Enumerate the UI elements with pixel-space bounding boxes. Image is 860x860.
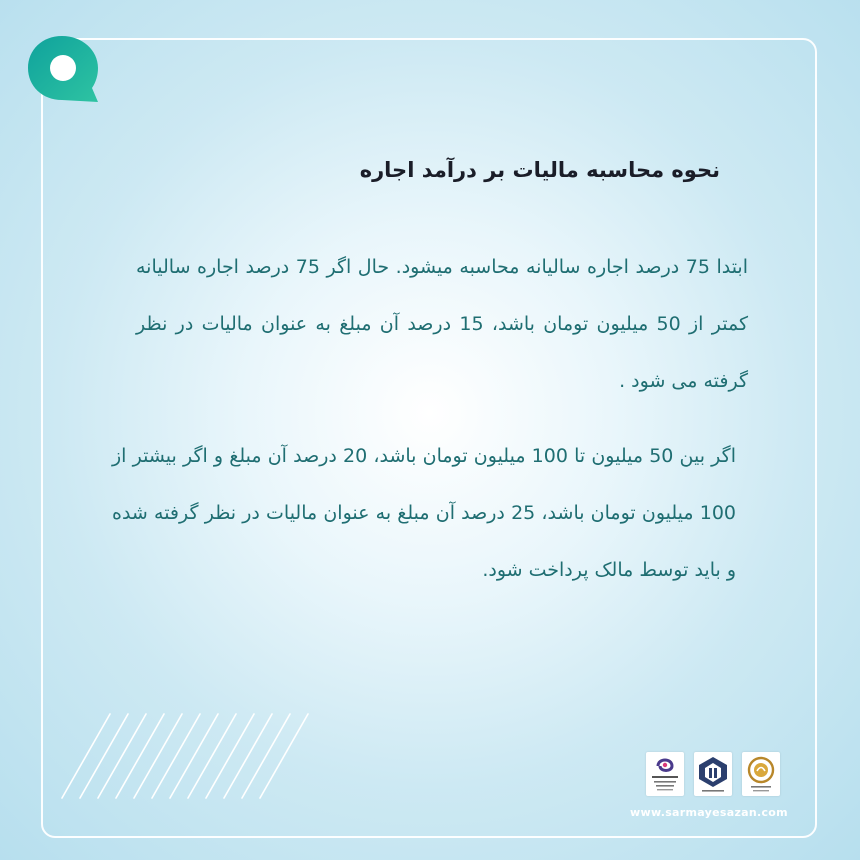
paragraph-2: اگر بین 50 میلیون تا 100 میلیون تومان باشد، 20 درصد آن مبلغ و اگر بیشتر از 100 میلیون تومان باشد، 25 درصد آن مبلغ به عنوان مالیات در نظر گرفته شده و باید توسط مالک پرداخت شود. — [112, 445, 736, 581]
speech-bubble-logo-icon — [22, 32, 102, 108]
page-title: نحوه محاسبه مالیات بر درآمد اجاره — [359, 158, 720, 182]
enamad-badge-icon[interactable] — [646, 752, 684, 796]
trust-badges — [646, 752, 780, 796]
samandehi-badge-icon[interactable] — [694, 752, 732, 796]
website-url[interactable]: www.sarmayesazan.com — [630, 806, 788, 819]
union-badge-icon[interactable] — [742, 752, 780, 796]
diagonal-lines-decoration — [60, 712, 320, 800]
paragraph-1: ابتدا 75 درصد اجاره سالیانه محاسبه میشود. حال اگر 75 درصد اجاره سالیانه کمتر از 50 میلیون تومان باشد، 15 درصد آن مبلغ به عنوان مالیات در نظر گرفته می شود . — [136, 256, 748, 392]
